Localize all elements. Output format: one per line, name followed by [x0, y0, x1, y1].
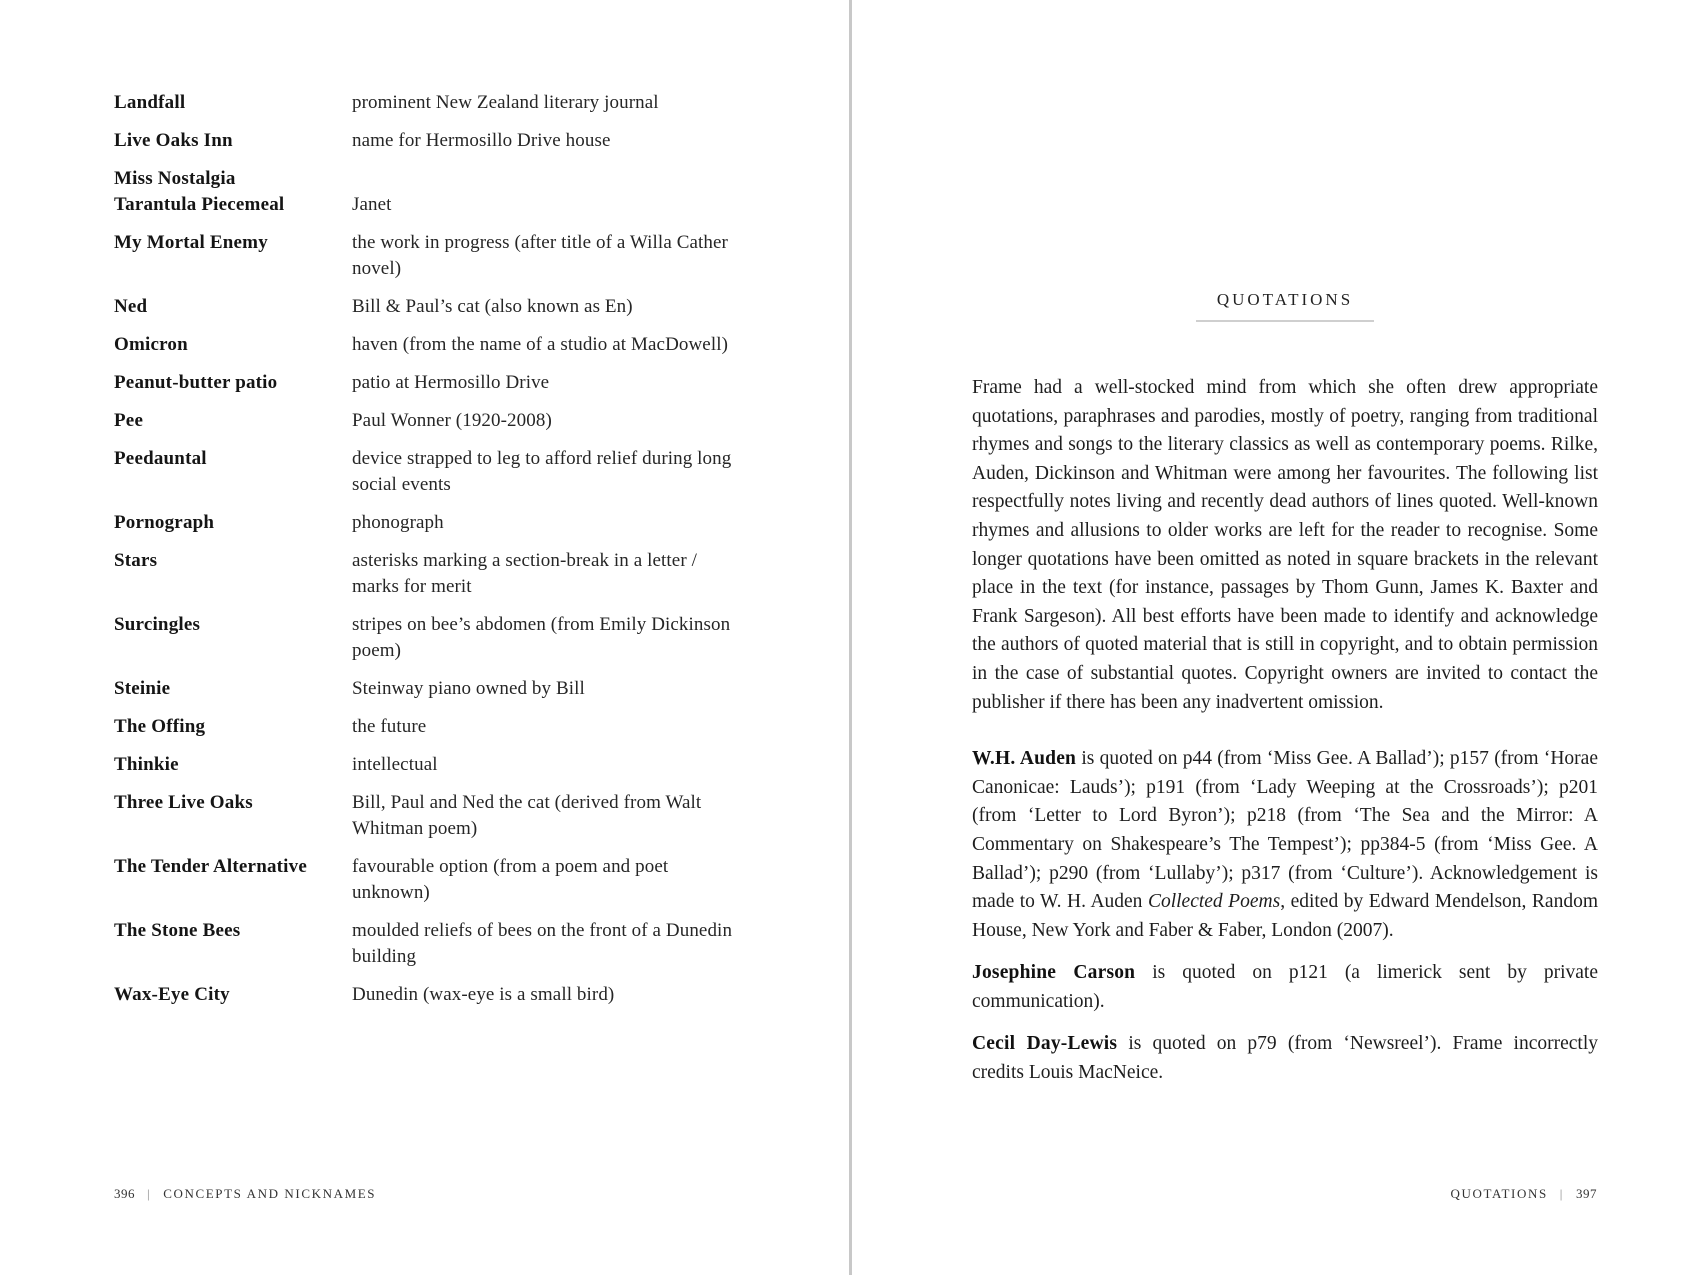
entry-text: is quoted on p79 (from ‘Newsreel’). Frame incorrectly credits Louis MacNeice. — [972, 1033, 1598, 1084]
glossary-row — [114, 128, 734, 154]
quotation-entry — [972, 745, 1598, 945]
author-name: Josephine Carson — [972, 962, 1136, 984]
glossary-term-line: Miss Nostalgia — [114, 168, 236, 189]
glossary-definition-text: Janet — [352, 194, 392, 215]
glossary-term: The Tender Alternative — [114, 856, 307, 877]
quotation-entry — [972, 1030, 1598, 1087]
glossary-definition: Steinway piano owned by Bill — [352, 678, 585, 699]
glossary-definition: name for Hermosillo Drive house — [352, 130, 611, 151]
glossary-definition: the work in progress (after title of a Willa Cather novel) — [352, 232, 728, 279]
glossary-row — [114, 294, 734, 320]
footer-separator: | — [1559, 1186, 1564, 1201]
glossary-row — [114, 166, 734, 218]
right-page — [852, 0, 1700, 1275]
glossary-row — [114, 676, 734, 702]
glossary-term: Stars — [114, 550, 158, 571]
glossary-definition: stripes on bee’s abdomen (from Emily Dickinson poem) — [352, 614, 731, 661]
glossary-definition: phonograph — [352, 512, 444, 533]
glossary-term: Surcingles — [114, 614, 201, 635]
section-heading: QUOTATIONS — [1196, 290, 1374, 322]
glossary-definition: Bill & Paul’s cat (also known as En) — [352, 296, 633, 317]
glossary-term: Ned — [114, 296, 148, 317]
quotations-body — [972, 374, 1598, 1102]
right-page-footer — [1451, 1186, 1598, 1202]
entry-text-cont: , edited by Edward Mendelson, Random House, New York and Faber & Faber, London (2007). — [972, 891, 1599, 941]
glossary-row — [114, 446, 734, 498]
book-title: Collected Poems — [1147, 891, 1281, 913]
glossary-term: The Stone Bees — [114, 920, 241, 941]
running-head: CONCEPTS AND NICKNAMES — [163, 1186, 377, 1201]
glossary-row — [114, 982, 734, 1008]
entry-text: is quoted on p44 (from ‘Miss Gee. A Ballad’); p157 (from ‘Horae Canonicae: Lauds’); p191 (from ‘Lady Weeping at the Crossroads’); p201 (from ‘Letter to Lord Byron’); p218 (from ‘The Sea and the Mirror: A Commentary on Shakespeare’s The Tempest’); pp384-5 (from ‘Miss Gee. A Ballad’); p290 (from ‘Lullaby’); p317 (from ‘Culture’). Acknowledgement is made to W. H. Auden — [972, 748, 1598, 913]
glossary-row — [114, 332, 734, 358]
glossary-term: Wax-Eye City — [114, 984, 230, 1005]
glossary-definition: favourable option (from a poem and poet unknown) — [352, 856, 669, 903]
glossary-term: Landfall — [114, 92, 186, 113]
glossary-definition: device strapped to leg to afford relief during long social events — [352, 448, 732, 495]
glossary-term: Pornograph — [114, 512, 215, 533]
glossary-row — [114, 790, 734, 842]
glossary-definition: Dunedin (wax-eye is a small bird) — [352, 984, 615, 1005]
glossary-definition: patio at Hermosillo Drive — [352, 372, 550, 393]
quotation-entry — [972, 959, 1598, 1016]
running-head: QUOTATIONS — [1450, 1186, 1548, 1201]
footer-separator: | — [147, 1186, 152, 1201]
glossary-definition: Bill, Paul and Ned the cat (derived from Walt Whitman poem) — [352, 792, 702, 839]
glossary-term: Peedauntal — [114, 448, 207, 469]
glossary-row — [114, 612, 734, 664]
glossary-term: My Mortal Enemy — [114, 232, 268, 253]
glossary-row — [114, 90, 734, 116]
glossary-definition: haven (from the name of a studio at MacDowell) — [352, 334, 729, 355]
glossary-row — [114, 370, 734, 396]
glossary-row — [114, 548, 734, 600]
glossary-definition: prominent New Zealand literary journal — [352, 92, 659, 113]
glossary-term: The Offing — [114, 716, 206, 737]
page-number: 396 — [114, 1186, 135, 1201]
glossary-row — [114, 752, 734, 778]
author-name: W.H. Auden — [972, 748, 1077, 770]
glossary-term: Omicron — [114, 334, 188, 355]
glossary-term: Pee — [114, 410, 144, 431]
glossary-definition: the future — [352, 716, 427, 737]
glossary-row — [114, 854, 734, 906]
intro-paragraph: Frame had a well-stocked mind from which she often drew appropriate quotations, paraphrases and parodies, mostly of poetry, ranging from traditional rhymes and songs to the literary classics as well as contemporary poems. Rilke, Auden, Dickinson and Whitman were among her favourites. The following list respectfully notes living and recently dead authors of lines quoted. Well-known rhymes and allusions to older works are left for the reader to recognise. Some longer quotations have been omitted as noted in square brackets in the relevant place in the text (for instance, passages by Thom Gunn, James K. Baxter and Frank Sargeson). All best efforts have been made to identify and acknowledge the authors of quoted material that is still in copyright, and to obtain permission in the case of substantial quotes. Copyright owners are invited to contact the publisher if there has been any inadvertent omission. — [972, 377, 1598, 713]
glossary-definition: Paul Wonner (1920-2008) — [352, 410, 552, 431]
entry-text: is quoted on p121 (a limerick sent by private communication). — [972, 962, 1598, 1012]
glossary-term: Live Oaks Inn — [114, 130, 233, 151]
author-name: Cecil Day-Lewis — [972, 1033, 1118, 1055]
glossary-term: Steinie — [114, 678, 171, 699]
left-page-footer — [114, 1186, 376, 1202]
glossary-definition: asterisks marking a section-break in a letter / marks for merit — [352, 550, 697, 597]
glossary-row — [114, 510, 734, 536]
glossary-term: Peanut-butter patio — [114, 372, 278, 393]
glossary-row — [114, 918, 734, 970]
glossary-definition: intellectual — [352, 754, 438, 775]
glossary-term: Three Live Oaks — [114, 792, 253, 813]
glossary-definition: moulded reliefs of bees on the front of a Dunedin building — [352, 920, 733, 967]
page-number: 397 — [1576, 1186, 1597, 1201]
glossary-definition — [352, 166, 734, 218]
glossary-row — [114, 714, 734, 740]
glossary-list — [114, 90, 734, 1020]
glossary-row — [114, 230, 734, 282]
glossary-row — [114, 408, 734, 434]
glossary-term: Thinkie — [114, 754, 179, 775]
glossary-term-line: Tarantula Piecemeal — [114, 194, 285, 215]
glossary-term — [114, 166, 352, 218]
